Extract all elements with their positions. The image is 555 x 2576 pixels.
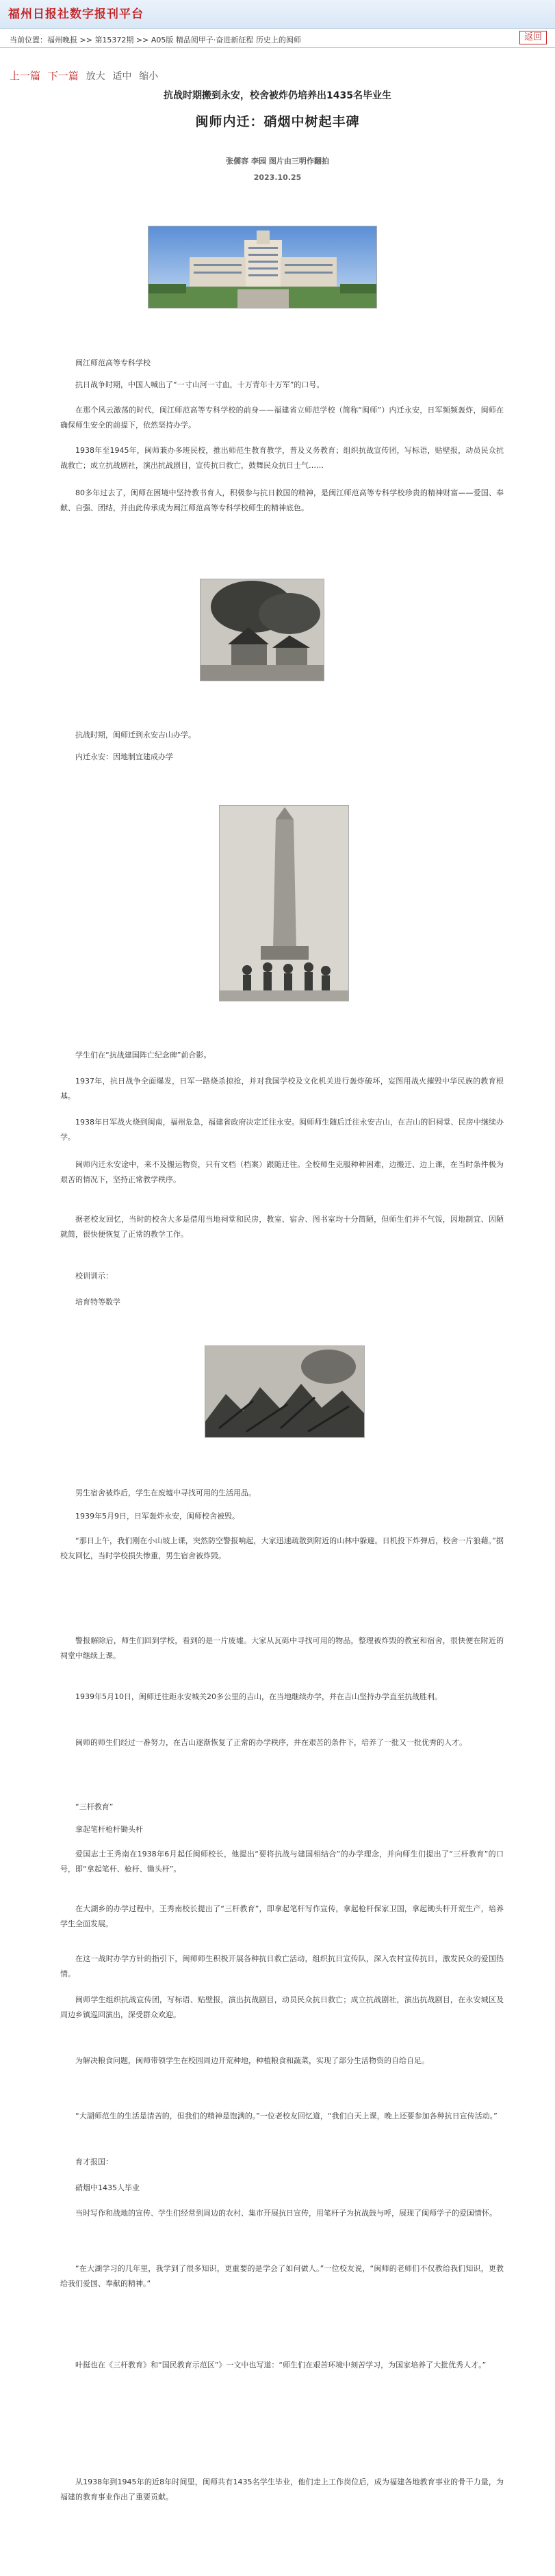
article-kicker: 抗战时期搬到永安，校舍被炸仍培养出1435名毕业生 <box>164 90 391 101</box>
paragraph: 1937年，抗日战争全面爆发，日军一路烧杀掠抢，并对我国学校及文化机关进行轰炸破坏，妄图用战火摧毁中华民族的教育根基。 <box>60 1077 504 1101</box>
paragraph: 在大湖乡的办学过程中，王秀南校长提出了“三杆教育”，即拿起笔杆写作宣传，拿起枪杆保家卫国，拿起锄头杆开荒生产，培养学生全面发展。 <box>60 1904 504 1928</box>
paragraph: “大湖师范生的生活是清苦的，但我们的精神是饱满的。”一位老校友回忆道，“我们白天上课，晚上还要参加各种抗日宣传活动。” <box>75 2112 498 2120</box>
paragraph: 从1938年到1945年的近8年时间里，闽师共有1435名学生毕业，他们走上工作岗位后，成为福建各地教育事业的骨干力量，为福建的教育事业作出了重要贡献。 <box>60 2478 504 2501</box>
paragraph: 1939年5月9日，日军轰炸永安，闽师校舍被毁。 <box>75 1512 240 1521</box>
paragraph: “那日上午，我们刚在小山坡上课，突然防空警报响起，大家迅速疏散到附近的山林中躲避。日机投下炸弹后，校舍一片狼藉。”据校友回忆，当时学校损失惨重，男生宿舍被炸毁。 <box>60 1536 504 1560</box>
site-header <box>0 0 555 29</box>
paragraph: 当时写作和战地的宣传、学生们经常到周边的农村、集市开展抗日宣传，用笔杆子为抗战鼓与呼，展现了闽师学子的爱国情怀。 <box>75 2209 497 2218</box>
breadcrumb-link-issue[interactable]: 第15372期 <box>94 36 134 44</box>
historic-building-photo <box>200 579 324 681</box>
section-heading: “三杆教育” <box>75 1802 114 1811</box>
paragraph: 闽师学生组织抗战宣传团，写标语、贴壁报，演出抗战剧目，动员民众抗日救亡；成立抗战剧社，演出抗战剧目，在永安城区及周边乡镇巡回演出，深受群众欢迎。 <box>60 1995 504 2019</box>
nav-bar <box>0 29 555 48</box>
paragraph: “在大湖学习的几年里，我学到了很多知识，更重要的是学会了如何做人。”一位校友说，“闽师的老师们不仅教给我们知识，更教给我们爱国、奉献的精神。” <box>60 2264 504 2288</box>
section-heading: 拿起笔杆枪杆锄头杆 <box>75 1825 143 1834</box>
font-small-link[interactable]: 缩小 <box>139 71 159 82</box>
paragraph: 警报解除后，师生们回到学校，看到的是一片废墟。大家从瓦砾中寻找可用的物品，整理被炸毁的教室和宿舍，很快便在附近的祠堂中继续上课。 <box>60 1636 504 1660</box>
photo-caption: 男生宿舍被炸后，学生在废墟中寻找可用的生活用品。 <box>75 1488 256 1497</box>
return-button[interactable]: 返回 <box>519 31 547 44</box>
paragraph: 1938年至1945年，闽师兼办多班民校，推出师范生教育教学，普及义务教育；组织抗战宣传团，写标语，贴壁报，动员民众抗战救亡；成立抗战剧社，演出抗战剧目，宣传抗日救亡，鼓舞民众抗日士气…… <box>60 446 504 470</box>
paragraph: 叶挺也在《三杆教育》和“国民教育示范区”》一文中也写道：“师生们在艰苦环境中刻苦学习，为国家培养了大批优秀人才。” <box>75 2361 487 2369</box>
paragraph: 在这一战时办学方针的指引下，闽师师生积极开展各种抗日救亡活动，组织抗日宣传队，深入农村宣传抗日，激发民众的爱国热情。 <box>60 1954 504 1978</box>
paragraph: 校训训示： <box>75 1272 113 1280</box>
article-title: 闽师内迁：硝烟中树起丰碑 <box>195 114 360 129</box>
paragraph: 1939年5月10日，闽师迁往距永安城关20多公里的吉山，在当地继续办学，并在吉山坚持办学直至抗战胜利。 <box>75 1692 442 1701</box>
font-medium-link[interactable]: 适中 <box>112 71 132 82</box>
prev-article-link[interactable]: 上一篇 <box>10 70 41 82</box>
breadcrumb-link-paper[interactable]: 福州晚报 <box>47 36 77 44</box>
bombed-dormitory-photo <box>205 1345 365 1438</box>
site-title: 福州日报社数字报刊平台 <box>8 8 144 21</box>
article-byline: 张儒容 李园 图片由三明作翻拍 <box>226 157 329 166</box>
campus-photo <box>148 226 377 308</box>
paragraph: 1938年日军战火烧到闽南，福州危急，福建省政府决定迁往永安。闽师师生随后迁往永安吉山，在吉山的旧祠堂、民房中继续办学。 <box>60 1118 504 1142</box>
breadcrumb-prefix: 当前位置： <box>10 36 47 44</box>
section-heading: 硝烟中1435人毕业 <box>75 2183 140 2192</box>
paragraph: 在那个风云激荡的时代，闽江师范高等专科学校的前身——福建省立师范学校（简称“闽师”）内迁永安，日军频频轰炸，闽师在确保师生安全的前提下，依然坚持办学。 <box>60 406 504 430</box>
paragraph: 80多年过去了，闽师在困境中坚持教书育人，积极参与抗日救国的精神，是闽江师范高等专科学校珍贵的精神财富——爱国、奉献、自强、团结，并由此传承成为闽江师范高等专科学校师生的精神底色。 <box>60 488 504 512</box>
photo-caption: 学生们在“抗战建国阵亡纪念碑”前合影。 <box>75 1051 211 1060</box>
section-heading: 育才报国： <box>75 2157 113 2166</box>
paragraph: 据老校友回忆，当时的校舍大多是借用当地祠堂和民房，教室、宿舍、图书室均十分简陋，但师生们并不气馁，因地制宜、因陋就简，很快便恢复了正常的教学工作。 <box>60 1215 504 1239</box>
paragraph: 为解决粮食问题，闽师带领学生在校园周边开荒种地，种植粮食和蔬菜，实现了部分生活物资的自给自足。 <box>75 2056 429 2065</box>
paragraph: 闽江师范高等专科学校 <box>75 358 151 367</box>
paragraph: 爱国志士王秀南在1938年6月起任闽师校长，他提出“要将抗战与建国相结合”的办学理念，并向师生们提出了“三杆教育”的口号，即“拿起笔杆、枪杆、锄头杆”。 <box>60 1850 504 1874</box>
monument-photo <box>219 805 349 1001</box>
section-heading: 培育特等数学 <box>75 1298 120 1306</box>
article-toolbar <box>10 68 162 83</box>
font-large-link[interactable]: 放大 <box>86 71 105 82</box>
paragraph: 闽师的师生们经过一番努力，在吉山逐渐恢复了正常的办学秩序，并在艰苦的条件下，培养了一批又一批优秀的人才。 <box>75 1738 467 1747</box>
section-heading: 内迁永安：因地制宜建成办学 <box>75 752 173 761</box>
photo-caption: 抗战时期，闽师迁到永安吉山办学。 <box>75 731 196 739</box>
article-date: 2023.10.25 <box>253 173 302 182</box>
next-article-link[interactable]: 下一篇 <box>47 70 79 82</box>
paragraph: 闽师内迁永安途中，来不及搬运物资，只有文档（档案）跟随迁往。全校师生克服种种困难，边搬迁、边上课，在当时条件极为艰苦的情况下，坚持正常教学秩序。 <box>60 1160 504 1184</box>
breadcrumb <box>10 34 301 45</box>
breadcrumb-sep: >> <box>133 36 151 44</box>
paragraph: 抗日战争时期，中国人喊出了“一寸山河一寸血，十万青年十万军”的口号。 <box>75 380 324 389</box>
breadcrumb-sep: >> <box>77 36 95 44</box>
breadcrumb-link-page[interactable]: A05版 精品阅甲子·奋进新征程 历史上的闽师 <box>151 36 301 44</box>
